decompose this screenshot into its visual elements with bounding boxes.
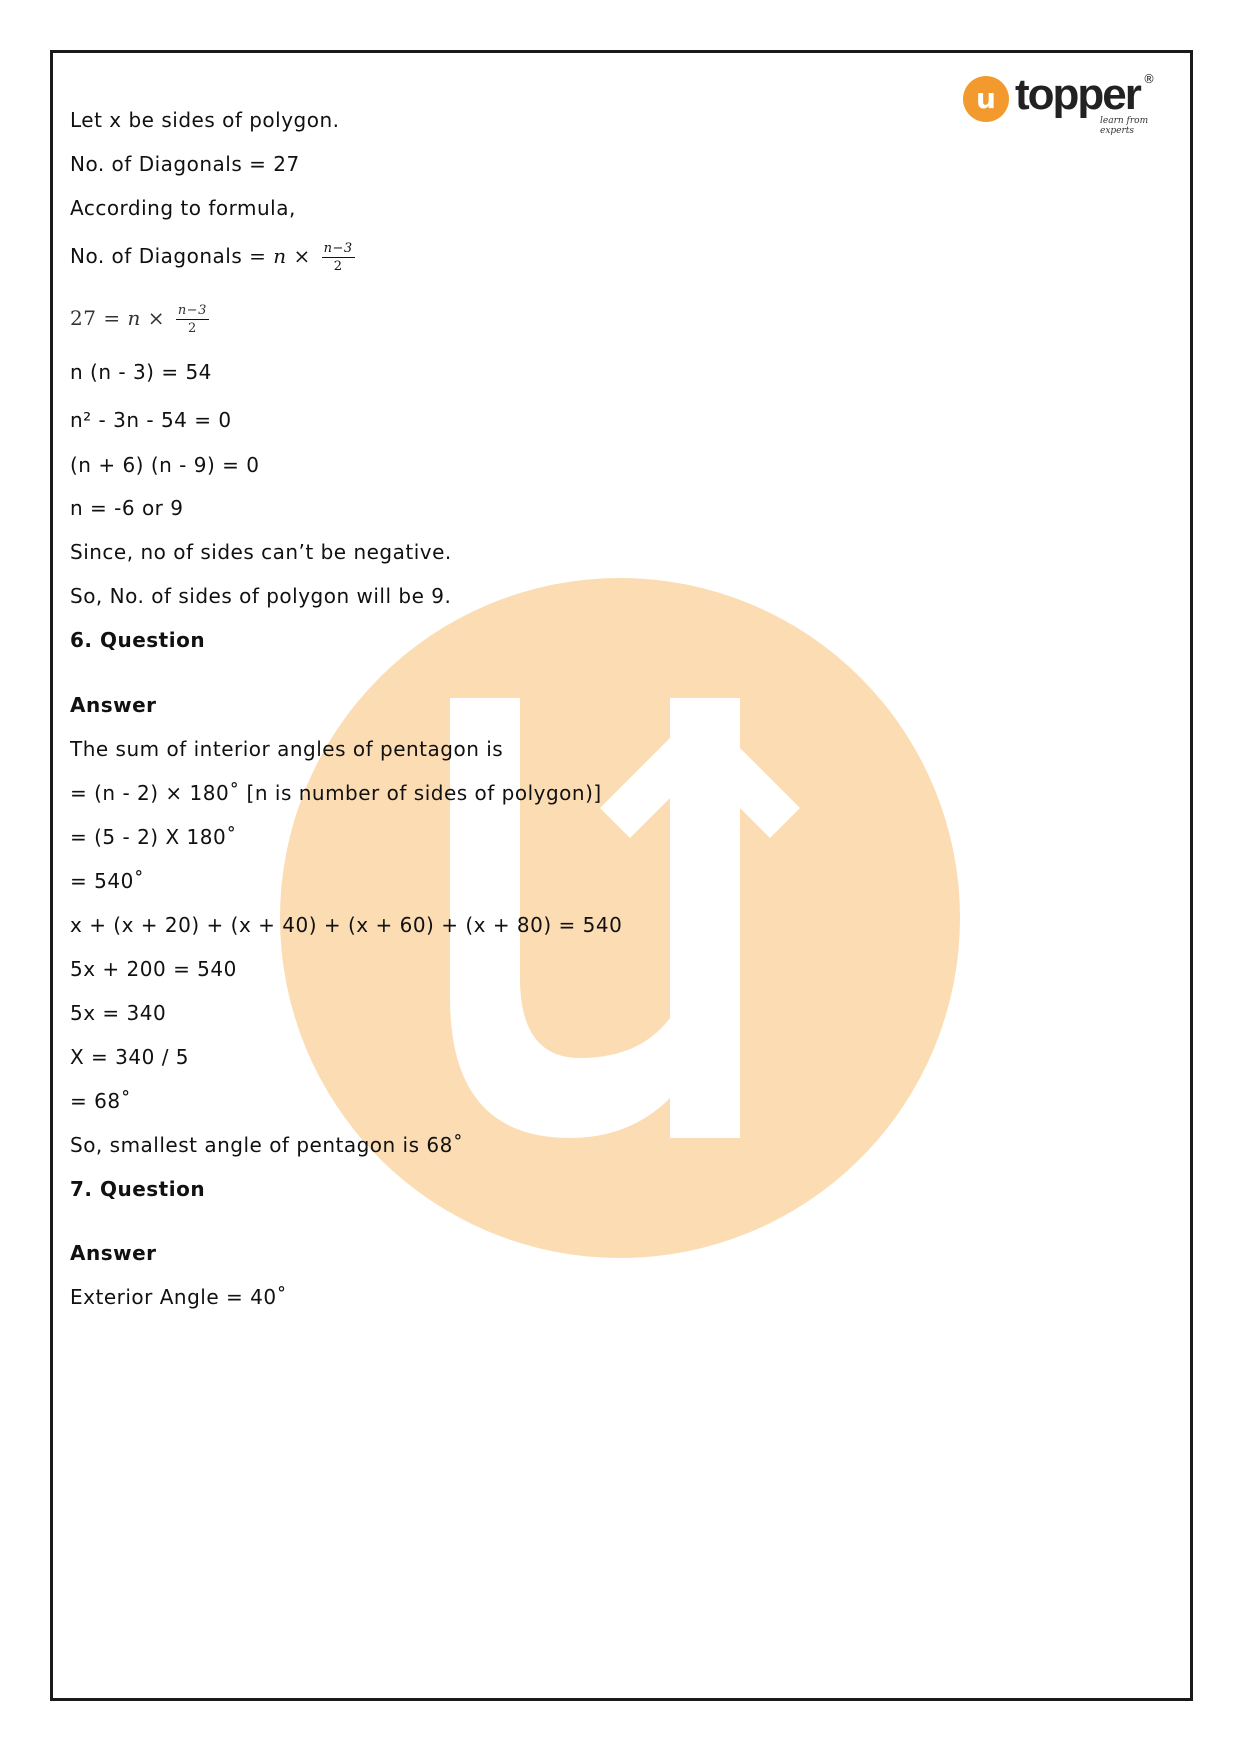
text-line: = (5 - 2) X 180˚ bbox=[70, 825, 237, 849]
formula-equals: = bbox=[249, 244, 267, 268]
text-line: So, No. of sides of polygon will be 9. bbox=[70, 584, 452, 608]
logo-u-icon: u bbox=[963, 76, 1009, 122]
equation-line bbox=[70, 302, 209, 337]
text-line: According to formula, bbox=[70, 196, 296, 220]
equation-times: × bbox=[147, 306, 165, 330]
question-heading: 7. Question bbox=[70, 1177, 206, 1201]
formula-fraction bbox=[322, 240, 355, 275]
equation-number: 27 bbox=[70, 306, 97, 330]
equation-equals: = bbox=[103, 306, 121, 330]
formula-n: n bbox=[273, 244, 287, 268]
registered-mark: ® bbox=[1143, 72, 1155, 86]
text-line: x + (x + 20) + (x + 40) + (x + 60) + (x + 80) = 540 bbox=[70, 913, 623, 937]
fraction-numerator: n−3 bbox=[177, 303, 207, 318]
logo-tagline: learn from experts bbox=[1100, 116, 1149, 136]
text-line: Let x be sides of polygon. bbox=[70, 108, 340, 132]
equation-n: n bbox=[127, 306, 141, 330]
logo-wordmark: topper bbox=[1015, 70, 1140, 119]
answer-heading: Answer bbox=[70, 1241, 157, 1265]
question-heading: 6. Question bbox=[70, 628, 206, 652]
formula-times: × bbox=[293, 244, 311, 268]
text-line: (n + 6) (n - 9) = 0 bbox=[70, 453, 260, 477]
text-line: The sum of interior angles of pentagon is bbox=[70, 737, 504, 761]
text-line: 5x + 200 = 540 bbox=[70, 957, 237, 981]
text-line: Since, no of sides can’t be negative. bbox=[70, 540, 452, 564]
answer-heading: Answer bbox=[70, 693, 157, 717]
diagonal-formula-line bbox=[70, 240, 355, 275]
formula-label: No. of Diagonals bbox=[70, 244, 243, 268]
utopper-logo bbox=[963, 70, 1163, 136]
text-line: = 68˚ bbox=[70, 1089, 132, 1113]
fraction-denominator: 2 bbox=[187, 321, 197, 336]
text-line: n = -6 or 9 bbox=[70, 496, 184, 520]
equation-fraction bbox=[176, 302, 209, 337]
text-line: So, smallest angle of pentagon is 68˚ bbox=[70, 1133, 464, 1157]
fraction-numerator: n−3 bbox=[323, 241, 353, 256]
text-line: = (n - 2) × 180˚ [n is number of sides of polygon)] bbox=[70, 781, 602, 805]
fraction-denominator: 2 bbox=[333, 259, 343, 274]
text-line: = 540˚ bbox=[70, 869, 145, 893]
text-line: n² - 3n - 54 = 0 bbox=[70, 408, 232, 432]
text-line: 5x = 340 bbox=[70, 1001, 167, 1025]
text-line: Exterior Angle = 40˚ bbox=[70, 1285, 288, 1309]
text-line: X = 340 / 5 bbox=[70, 1045, 190, 1069]
text-line: n (n - 3) = 54 bbox=[70, 360, 212, 384]
text-line: No. of Diagonals = 27 bbox=[70, 152, 300, 176]
